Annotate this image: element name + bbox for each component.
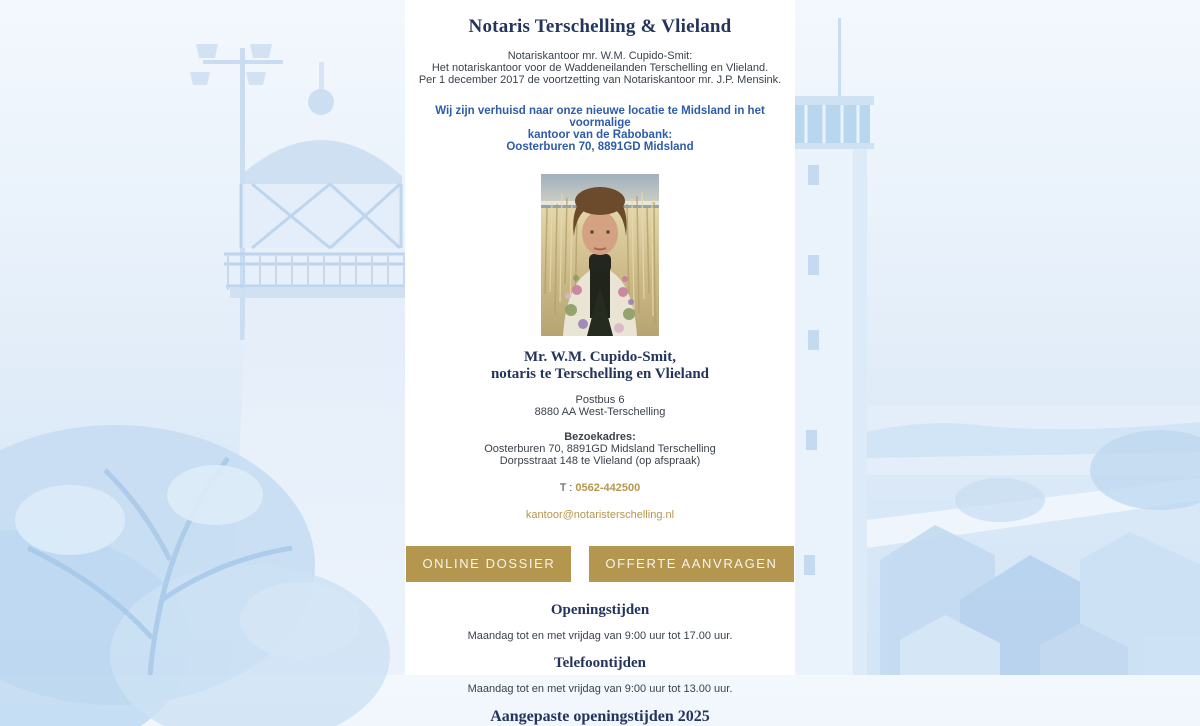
special-hours-title: Aangepaste openingstijden 2025 xyxy=(490,708,710,725)
page-title: Notaris Terschelling & Vlieland xyxy=(468,16,732,37)
portrait-photo xyxy=(541,174,659,336)
person-name-line: Mr. W.M. Cupido-Smit, xyxy=(524,349,676,365)
notice-line: Wij zijn verhuisd naar onze nieuwe locatie te Midsland in het voormalige xyxy=(435,105,765,129)
notice-line: kantoor van de Rabobank: xyxy=(527,129,673,141)
phone-hours-title: Telefoontijden xyxy=(554,655,646,671)
visit-address-line: Oosterburen 70, 8891GD Midsland Terschelling xyxy=(484,443,716,455)
postal-line: 8880 AA West-Terschelling xyxy=(534,406,666,418)
person-name xyxy=(405,349,795,383)
action-buttons xyxy=(405,546,795,582)
email-line xyxy=(405,509,795,521)
phone-line xyxy=(405,482,795,494)
person-name-line: notaris te Terschelling en Vlieland xyxy=(490,366,710,382)
opening-hours-text: Maandag tot en met vrijdag van 9:00 uur tot 17.00 uur. xyxy=(467,630,733,642)
intro-line: Het notariskantoor voor de Waddeneilanden Terschelling en Vlieland. xyxy=(431,62,769,74)
online-dossier-button[interactable]: ONLINE DOSSIER xyxy=(406,546,571,582)
phone-link[interactable]: 0562-442500 xyxy=(575,482,641,494)
phone-hours-text: Maandag tot en met vrijdag van 9:00 uur tot 13.00 uur. xyxy=(467,683,733,695)
intro-line: Notariskantoor mr. W.M. Cupido-Smit: xyxy=(507,50,693,62)
postal-line: Postbus 6 xyxy=(575,394,625,406)
village-rooftops-silhouette xyxy=(867,405,1200,675)
phone-prefix: T : xyxy=(559,482,573,494)
tower-wall-silhouette xyxy=(788,18,874,675)
postal-address xyxy=(405,394,795,418)
content-column xyxy=(405,0,795,725)
opening-hours-title: Openingstijden xyxy=(550,602,650,618)
visit-address-line: Dorpsstraat 148 te Vlieland (op afspraak) xyxy=(499,455,701,467)
intro-line: Per 1 december 2017 de voortzetting van Notariskantoor mr. J.P. Mensink. xyxy=(418,74,782,86)
offerte-aanvragen-button[interactable]: OFFERTE AANVRAGEN xyxy=(589,546,793,582)
visit-address xyxy=(405,431,795,467)
notice-line: Oosterburen 70, 8891GD Midsland xyxy=(506,141,694,153)
relocation-notice xyxy=(405,105,795,153)
intro-text xyxy=(405,50,795,86)
email-link[interactable]: kantoor@notaristerschelling.nl xyxy=(525,509,675,521)
visit-address-label: Bezoekadres: xyxy=(564,431,636,443)
